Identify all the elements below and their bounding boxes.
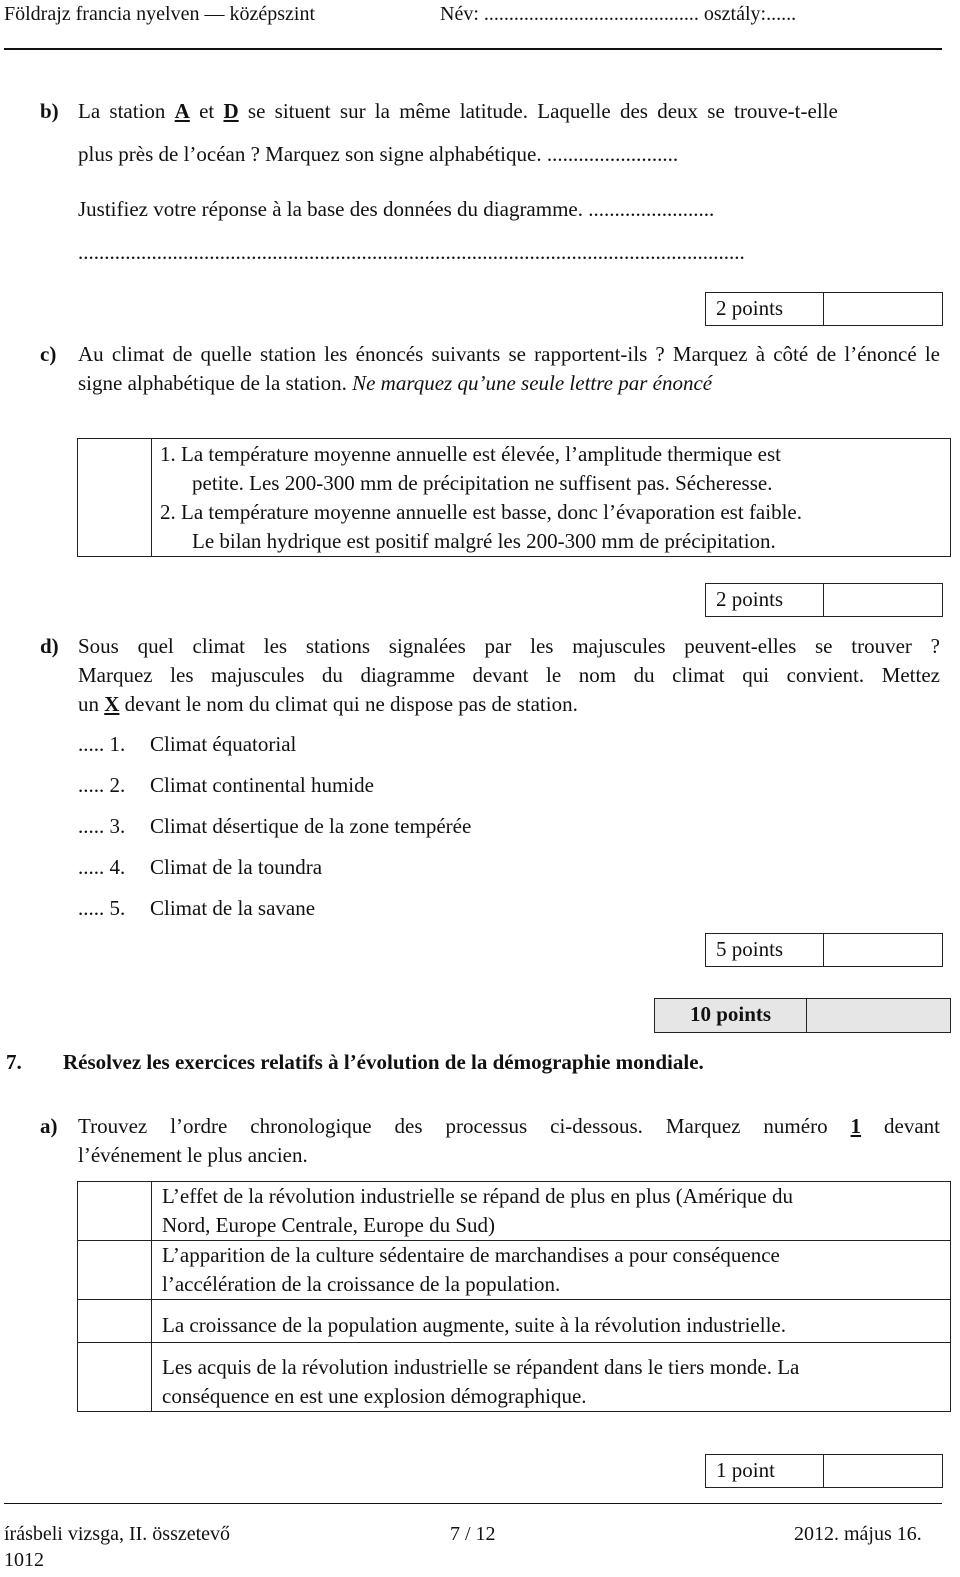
d-points-box xyxy=(705,933,943,967)
header-rule xyxy=(4,48,942,50)
d-x-mark: X xyxy=(104,692,120,716)
d-points-score[interactable] xyxy=(824,934,942,966)
climate-option-text: Climat équatorial xyxy=(150,732,297,756)
d-line2: Marquez les majuscules du diagramme devant le nom du climat qui convient. Mettez xyxy=(78,663,940,687)
total-points-label: 10 points xyxy=(655,999,807,1032)
c-statement-2-line2: Le bilan hydrique est positif malgré les 200-300 mm de précipitation. xyxy=(192,529,776,553)
question-c-text xyxy=(78,340,940,398)
order-input-cell[interactable] xyxy=(78,1300,152,1343)
climate-option-text: Climat de la toundra xyxy=(150,855,323,879)
climate-option-2[interactable] xyxy=(78,771,374,800)
question-b-line3[interactable]: Justifiez votre réponse à la base des données du diagramme. ........................ xyxy=(78,197,715,221)
7a-points-label: 1 point xyxy=(706,1455,824,1487)
b-text: et xyxy=(189,99,224,123)
order-input-cell[interactable] xyxy=(78,1343,152,1412)
c-points-box xyxy=(705,583,943,617)
question-b-line2[interactable]: plus près de l’océan ? Marquez son signe alphabétique. ......................... xyxy=(78,142,679,166)
c-answer-table xyxy=(77,438,951,557)
c-statements-cell xyxy=(152,439,951,557)
climate-option-3[interactable] xyxy=(78,812,471,841)
station-a: A xyxy=(174,99,190,123)
7a-line1 xyxy=(78,1112,940,1141)
c-statement-1-line2: petite. Les 200-300 mm de précipitation ne suffisent pas. Sécheresse. xyxy=(192,471,773,495)
climate-option-num[interactable]: ..... 5. xyxy=(78,896,126,920)
event-4-line1: Les acquis de la révolution industrielle se répandent dans le tiers monde. La xyxy=(162,1355,800,1379)
footer-date: 2012. május 16. xyxy=(794,1523,922,1545)
total-points-box xyxy=(654,998,951,1033)
b-text: se situent sur la même latitude. Laquelle des deux se trouve-t-elle xyxy=(238,99,838,123)
question-b-answer-line[interactable]: ............................................................................................................................... xyxy=(78,240,745,264)
climate-option-num[interactable]: ..... 2. xyxy=(78,773,126,797)
chronology-table xyxy=(77,1181,951,1412)
c-italic-instruction: Ne marquez qu’une seule lettre par énoncé xyxy=(352,371,713,395)
question-7-title: Résolvez les exercices relatifs à l’évolution de la démographie mondiale. xyxy=(63,1050,704,1074)
event-cell xyxy=(152,1182,951,1241)
event-4-line2: conséquence en est une explosion démographique. xyxy=(162,1384,587,1408)
event-1-line1: L’effet de la révolution industrielle se répand de plus en plus (Amérique du xyxy=(162,1184,793,1208)
d-text: un xyxy=(78,692,105,716)
event-cell xyxy=(152,1343,951,1412)
c-points-score[interactable] xyxy=(824,584,942,616)
c-answer-cell[interactable] xyxy=(78,439,152,557)
footer-exam-label: írásbeli vizsga, II. összetevő xyxy=(4,1523,231,1545)
climate-option-num[interactable]: ..... 3. xyxy=(78,814,126,838)
event-cell xyxy=(152,1241,951,1300)
question-b-line1 xyxy=(78,97,838,126)
7a-points-score[interactable] xyxy=(824,1455,942,1487)
page-number: 7 / 12 xyxy=(450,1523,496,1545)
7a-text: devant xyxy=(861,1114,940,1138)
question-d-text xyxy=(78,632,940,719)
b-points-label: 2 points xyxy=(706,293,824,325)
c-points-label: 2 points xyxy=(706,584,824,616)
climate-option-num[interactable]: ..... 1. xyxy=(78,732,126,756)
c-statement-2-line1: 2. La température moyenne annuelle est basse, donc l’évaporation est faible. xyxy=(160,500,802,524)
question-d-label: d) xyxy=(40,634,59,658)
order-input-cell[interactable] xyxy=(78,1241,152,1300)
event-2-line2: l’accélération de la croissance de la population. xyxy=(162,1272,561,1296)
7a-text: Trouvez l’ordre chronologique des processus ci-dessous. Marquez numéro xyxy=(78,1114,851,1138)
event-1-line2: Nord, Europe Centrale, Europe du Sud) xyxy=(162,1213,495,1237)
climate-option-text: Climat de la savane xyxy=(150,896,316,920)
climate-option-text: Climat désertique de la zone tempérée xyxy=(150,814,472,838)
event-2-line1: L’apparition de la culture sédentaire de marchandises a pour conséquence xyxy=(162,1243,780,1267)
7a-line2: l’événement le plus ancien. xyxy=(78,1143,308,1167)
page-header xyxy=(4,0,940,28)
7a-points-box xyxy=(705,1454,943,1488)
question-b-label: b) xyxy=(40,99,59,123)
d-text: devant le nom du climat qui ne dispose pas de station. xyxy=(119,692,578,716)
climate-option-5[interactable] xyxy=(78,894,315,923)
question-c-label: c) xyxy=(40,342,57,366)
event-3-line1: La croissance de la population augmente, suite à la révolution industrielle. xyxy=(162,1313,786,1337)
climate-option-num[interactable]: ..... 4. xyxy=(78,855,126,879)
d-points-label: 5 points xyxy=(706,934,824,966)
question-7a-label: a) xyxy=(40,1114,58,1138)
b-points-box xyxy=(705,292,943,326)
order-input-cell[interactable] xyxy=(78,1182,152,1241)
b-points-score[interactable] xyxy=(824,293,942,325)
name-class-field[interactable]: Név: ........................................... osztály:...... xyxy=(440,3,797,25)
question-7-number: 7. xyxy=(6,1050,22,1074)
climate-option-1[interactable] xyxy=(78,730,296,759)
subject-title: Földrajz francia nyelven — középszint xyxy=(4,3,315,25)
7a-number-one: 1 xyxy=(850,1114,862,1138)
climate-option-4[interactable] xyxy=(78,853,322,882)
footer-rule xyxy=(4,1503,942,1504)
b-text: La station xyxy=(78,99,175,123)
footer-exam-code: 1012 xyxy=(4,1549,44,1571)
total-points-score[interactable] xyxy=(807,999,950,1032)
c-instruction: Au climat de quelle station les énoncés suivants se rapportent-ils ? Marquez à côté de l’énoncé le signe alphabétique de la station. xyxy=(78,342,940,395)
d-line3 xyxy=(78,690,940,719)
event-cell xyxy=(152,1300,951,1343)
d-line1: Sous quel climat les stations signalées par les majuscules peuvent-elles se trouver ? xyxy=(78,634,940,658)
question-7a-text xyxy=(78,1112,940,1170)
climate-option-text: Climat continental humide xyxy=(150,773,374,797)
c-statement-1-line1: 1. La température moyenne annuelle est élevée, l’amplitude thermique est xyxy=(160,442,781,466)
station-d: D xyxy=(223,99,239,123)
